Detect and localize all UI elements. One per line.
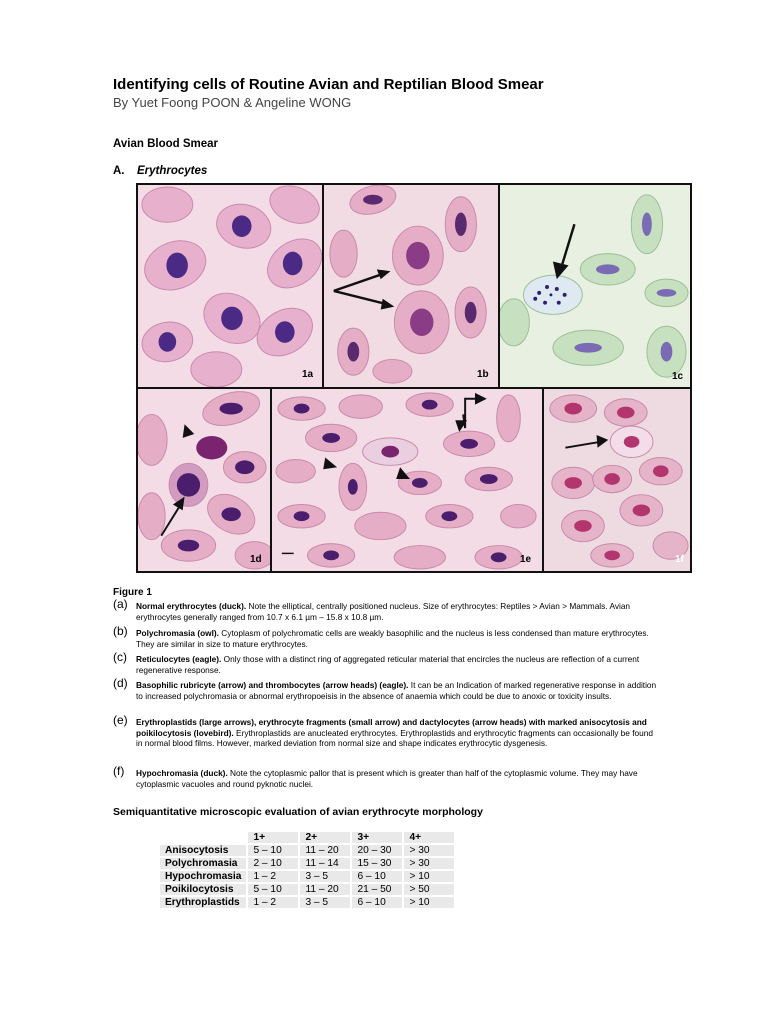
row-label: Polychromasia bbox=[160, 858, 246, 869]
caption-text: Note the elliptical, centrally positioned nucleus. Size of erythrocytes: Reptiles > Avian > Mammals. Avian erythrocytes generally ranged from 10.7 x 6.1 µm – 15.8 x 10.8 µm. bbox=[136, 601, 631, 622]
caption-text: Only those with a distinct ring of aggregated reticular material that encircles the nucleus are reflection of a current regenerative response. bbox=[136, 654, 640, 675]
table-header-cell: 4+ bbox=[404, 832, 454, 843]
caption-text: It can be an Indication of marked regenerative response in addition to increased polychromasia or abnormal erythropoeisis in the absence of anaemia which could be due to anoxic or toxicity insults. bbox=[136, 680, 657, 701]
caption-title: Normal erythrocytes (duck). bbox=[136, 601, 247, 611]
caption-text: Cytoplasm of polychromatic cells are weakly basophilic and the nucleus is less condensed than mature erythrocytes. They are similar in size to mature erythrocytes. bbox=[136, 628, 649, 649]
micrograph-panel-1c bbox=[498, 183, 692, 389]
table-cell: > 30 bbox=[404, 845, 454, 856]
table-cell: 1 – 2 bbox=[248, 871, 298, 882]
subsection-heading bbox=[113, 165, 207, 177]
table-corner-cell bbox=[160, 832, 246, 843]
micrograph-panel-1b bbox=[322, 183, 500, 389]
table-cell: 3 – 5 bbox=[300, 897, 350, 908]
row-label: Poikilocytosis bbox=[160, 884, 246, 895]
table-cell: > 10 bbox=[404, 897, 454, 908]
caption-c bbox=[113, 650, 658, 675]
panel-label-1a: 1a bbox=[302, 369, 314, 380]
caption-b bbox=[113, 624, 658, 649]
caption-title: Basophilic rubricyte (arrow) and thrombocytes (arrow heads) (eagle). bbox=[136, 680, 409, 690]
table-cell: 11 – 14 bbox=[300, 858, 350, 869]
caption-letter: (d) bbox=[113, 676, 128, 690]
table-row bbox=[160, 845, 454, 856]
panel-label-1d: 1d bbox=[250, 554, 262, 565]
panel-label-1b: 1b bbox=[477, 369, 489, 380]
table-cell: 3 – 5 bbox=[300, 871, 350, 882]
caption-letter: (f) bbox=[113, 764, 125, 778]
table-cell: > 10 bbox=[404, 871, 454, 882]
caption-f bbox=[113, 764, 658, 789]
row-label: Hypochromasia bbox=[160, 871, 246, 882]
table-header-row bbox=[160, 832, 454, 843]
caption-a bbox=[113, 597, 658, 622]
caption-title: Erythroplastids (large arrows), erythrocyte fragments (small arrow) and dactylocytes (arrow heads) with marked anisocytosis and poikilocytosis (lovebird). bbox=[136, 717, 647, 738]
caption-title: Polychromasia (owl). bbox=[136, 628, 219, 638]
panel-label-1f: 1f bbox=[675, 554, 684, 565]
table-cell: 15 – 30 bbox=[352, 858, 402, 869]
panel-label-1e: 1e bbox=[520, 554, 532, 565]
micrograph-panel-1d bbox=[136, 387, 272, 573]
table-title: Semiquantitative microscopic evaluation of avian erythrocyte morphology bbox=[113, 806, 483, 818]
table-cell: 6 – 10 bbox=[352, 871, 402, 882]
table-cell: > 50 bbox=[404, 884, 454, 895]
table-cell: 1 – 2 bbox=[248, 897, 298, 908]
morphology-table bbox=[158, 830, 456, 910]
table-cell: 2 – 10 bbox=[248, 858, 298, 869]
micrograph-panel-1f bbox=[542, 387, 692, 573]
table-cell: 21 – 50 bbox=[352, 884, 402, 895]
table-header-cell: 3+ bbox=[352, 832, 402, 843]
subsection-label: A. bbox=[113, 165, 125, 177]
table-cell: 11 – 20 bbox=[300, 884, 350, 895]
micrograph-panel-1e bbox=[270, 387, 544, 573]
table-row bbox=[160, 884, 454, 895]
caption-letter: (e) bbox=[113, 713, 128, 727]
document-title: Identifying cells of Routine Avian and Reptilian Blood Smear bbox=[113, 76, 544, 93]
caption-letter: (b) bbox=[113, 624, 128, 638]
document-authors: By Yuet Foong POON & Angeline WONG bbox=[113, 95, 352, 110]
caption-title: Reticulocytes (eagle). bbox=[136, 654, 222, 664]
caption-text: Note the cytoplasmic pallor that is present which is greater than half of the cytoplasmic volume. They may have cytoplasmic vacuoles and round pyknotic nuclei. bbox=[136, 768, 638, 789]
caption-text: Erythroplastids are anucleated erythrocytes. Erythroplastids and erythrocytic fragments can occasionally be found in normal blood films. However, marked deviation from normal size and shape indicates erythrocytic dysgenesis. bbox=[136, 727, 653, 749]
subsection-title: Erythrocytes bbox=[137, 165, 208, 177]
table-cell: 11 – 20 bbox=[300, 845, 350, 856]
figure-label: Figure 1 bbox=[113, 587, 152, 598]
section-heading: Avian Blood Smear bbox=[113, 138, 219, 150]
table-header-cell: 1+ bbox=[248, 832, 298, 843]
table-cell: 6 – 10 bbox=[352, 897, 402, 908]
table-cell: > 30 bbox=[404, 858, 454, 869]
row-label: Erythroplastids bbox=[160, 897, 246, 908]
row-label: Anisocytosis bbox=[160, 845, 246, 856]
table-row bbox=[160, 897, 454, 908]
table-row bbox=[160, 858, 454, 869]
panel-label-1c: 1c bbox=[672, 371, 684, 382]
table-cell: 20 – 30 bbox=[352, 845, 402, 856]
caption-letter: (c) bbox=[113, 650, 127, 664]
caption-d bbox=[113, 676, 658, 701]
micrograph-panel-1a bbox=[136, 183, 324, 389]
caption-e bbox=[113, 713, 658, 749]
table-header-cell: 2+ bbox=[300, 832, 350, 843]
caption-letter: (a) bbox=[113, 597, 128, 611]
table-row bbox=[160, 871, 454, 882]
caption-title: Hypochromasia (duck). bbox=[136, 768, 228, 778]
table-cell: 5 – 10 bbox=[248, 845, 298, 856]
table-cell: 5 – 10 bbox=[248, 884, 298, 895]
